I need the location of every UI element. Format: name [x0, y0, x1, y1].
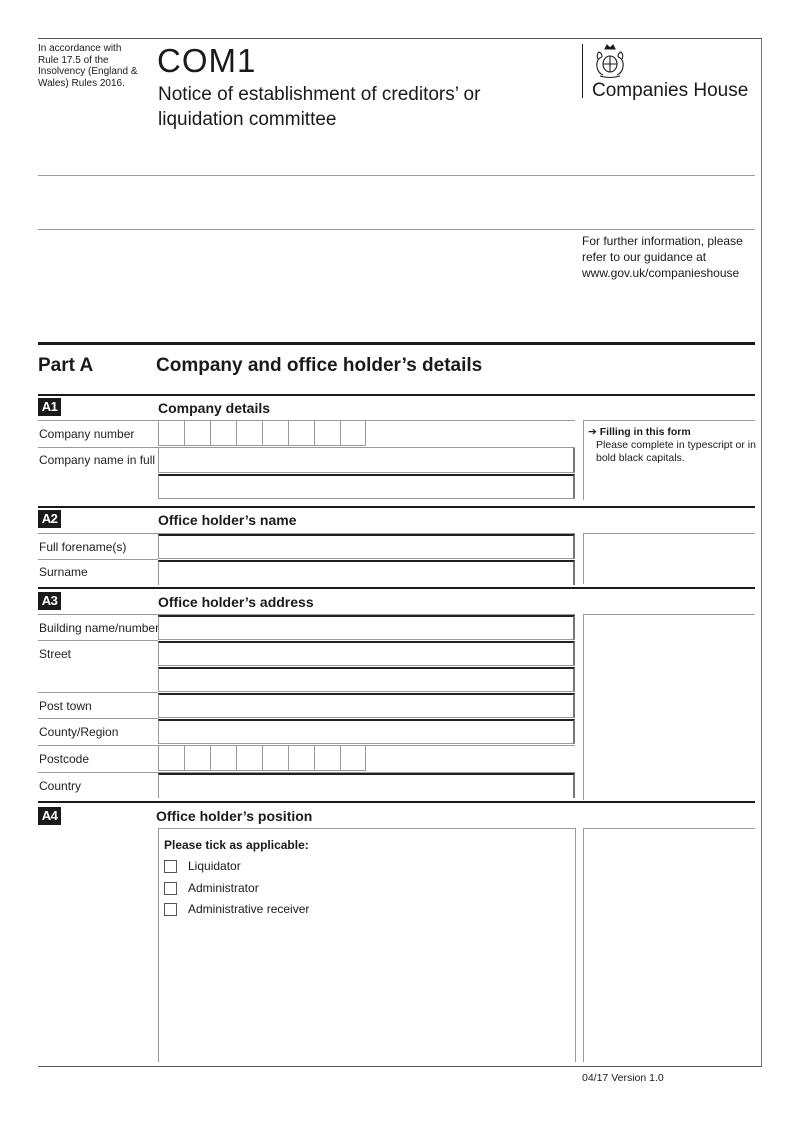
rule-note-line: Wales) Rules 2016.	[38, 77, 125, 89]
option-administrator[interactable]	[164, 881, 259, 895]
forenames-label: Full forename(s)	[39, 540, 127, 554]
arrow-right-icon: ➔	[588, 426, 597, 438]
street-input-line1[interactable]	[158, 641, 575, 666]
side-divider	[583, 533, 584, 584]
section-rule-a1	[38, 394, 755, 396]
company-number-cell[interactable]	[340, 421, 366, 446]
administrator-checkbox[interactable]	[164, 882, 177, 895]
page-frame-top	[38, 38, 762, 39]
company-number-cell[interactable]	[262, 421, 288, 446]
row-rule	[38, 692, 158, 693]
form-title-line: Notice of establishment of creditors’ or	[158, 84, 481, 105]
street-label: Street	[39, 647, 72, 661]
section-badge-a4: A4	[38, 807, 61, 825]
form-title	[158, 82, 480, 132]
guidance-link[interactable]: www.gov.uk/companieshouse	[582, 266, 740, 280]
filling-in-note-title: Filling in this form	[599, 426, 691, 438]
row-rule	[38, 640, 158, 641]
postcode-cell[interactable]	[210, 746, 236, 771]
filling-in-note	[588, 426, 756, 465]
guidance-line: For further information, please	[582, 234, 743, 248]
section-title-a4: Office holder’s position	[156, 808, 313, 824]
post-town-label: Post town	[39, 699, 92, 713]
company-number-cell[interactable]	[236, 421, 262, 446]
royal-coat-of-arms-icon	[590, 43, 630, 79]
row-rule	[38, 559, 158, 560]
page-frame-bottom	[38, 1066, 762, 1067]
section-title-a2: Office holder’s name	[158, 512, 297, 528]
section-badge-a2: A2	[38, 510, 61, 528]
companies-house-brand: Companies House	[592, 80, 749, 101]
part-rule	[38, 342, 755, 345]
county-label: County/Region	[39, 725, 119, 739]
building-input[interactable]	[158, 615, 575, 640]
option-label: Liquidator	[188, 859, 241, 873]
filling-in-note-line: Please complete in typescript or in	[596, 439, 756, 451]
part-title: Company and office holder’s details	[156, 355, 483, 376]
side-rule	[583, 828, 755, 829]
postcode-cell[interactable]	[288, 746, 314, 771]
post-town-input[interactable]	[158, 693, 575, 718]
section-title-a1: Company details	[158, 400, 271, 416]
form-code: COM1	[157, 42, 257, 79]
rule-note	[38, 43, 138, 89]
section-rule-a3	[38, 587, 755, 589]
form-title-line: liquidation committee	[158, 109, 337, 130]
option-label: Administrative receiver	[188, 902, 310, 916]
company-number-cell[interactable]	[314, 421, 340, 446]
liquidator-checkbox[interactable]	[164, 860, 177, 873]
country-label: Country	[39, 779, 82, 793]
rule-note-line: Rule 17.5 of the	[38, 54, 109, 66]
form-version: 04/17 Version 1.0	[582, 1072, 664, 1084]
company-name-label: Company name in full	[39, 453, 156, 467]
section-badge-a3: A3	[38, 592, 61, 610]
surname-label: Surname	[39, 565, 88, 579]
side-divider	[583, 828, 584, 1062]
postcode-cell[interactable]	[184, 746, 210, 771]
position-box-left	[158, 828, 159, 1062]
rule-note-line: Insolvency (England &	[38, 66, 138, 77]
postcode-cell[interactable]	[262, 746, 288, 771]
postcode-field[interactable]	[158, 746, 366, 771]
position-box-right	[575, 828, 576, 1062]
postcode-cell[interactable]	[314, 746, 340, 771]
company-number-cell[interactable]	[288, 421, 314, 446]
part-label: Part A	[38, 355, 94, 376]
side-rule	[583, 533, 755, 534]
postcode-cell[interactable]	[158, 746, 184, 771]
option-liquidator[interactable]	[164, 859, 241, 873]
option-label: Administrator	[188, 881, 259, 895]
section-rule-a4	[38, 801, 755, 803]
company-number-cell[interactable]	[210, 421, 236, 446]
section-title-a3: Office holder’s address	[158, 594, 314, 610]
county-input[interactable]	[158, 719, 575, 744]
street-input-line2[interactable]	[158, 667, 575, 692]
company-name-input-line1[interactable]	[158, 448, 575, 473]
forenames-input[interactable]	[158, 534, 575, 559]
row-rule	[38, 718, 158, 719]
country-input[interactable]	[158, 773, 575, 798]
company-name-input-line2[interactable]	[158, 474, 575, 499]
surname-input[interactable]	[158, 560, 575, 585]
rule-note-line: In accordance with	[38, 43, 122, 54]
filling-in-note-heading	[588, 426, 756, 439]
company-number-cell[interactable]	[184, 421, 210, 446]
guidance-line: refer to our guidance at	[582, 250, 707, 264]
postcode-cell[interactable]	[236, 746, 262, 771]
administrative-receiver-checkbox[interactable]	[164, 903, 177, 916]
guidance-note	[582, 233, 743, 281]
building-label: Building name/number	[39, 621, 160, 635]
note-rule	[583, 420, 755, 421]
logo-divider	[582, 44, 583, 98]
row-rule	[158, 828, 575, 829]
company-number-label: Company number	[39, 427, 135, 441]
option-administrative-receiver[interactable]	[164, 902, 309, 916]
note-divider	[583, 420, 584, 500]
postcode-cell[interactable]	[340, 746, 366, 771]
side-rule	[583, 614, 755, 615]
side-divider	[583, 614, 584, 800]
section-rule-a2	[38, 506, 755, 508]
section-badge-a1: A1	[38, 398, 61, 416]
page-frame-right	[761, 38, 762, 1066]
postcode-label: Postcode	[39, 752, 90, 766]
filling-in-note-line: bold black capitals.	[596, 452, 685, 464]
company-number-cell[interactable]	[158, 421, 184, 446]
company-number-field[interactable]	[158, 421, 366, 446]
header-rule-1	[38, 175, 755, 176]
position-instruction: Please tick as applicable:	[164, 838, 309, 852]
header-rule-2	[38, 229, 755, 230]
